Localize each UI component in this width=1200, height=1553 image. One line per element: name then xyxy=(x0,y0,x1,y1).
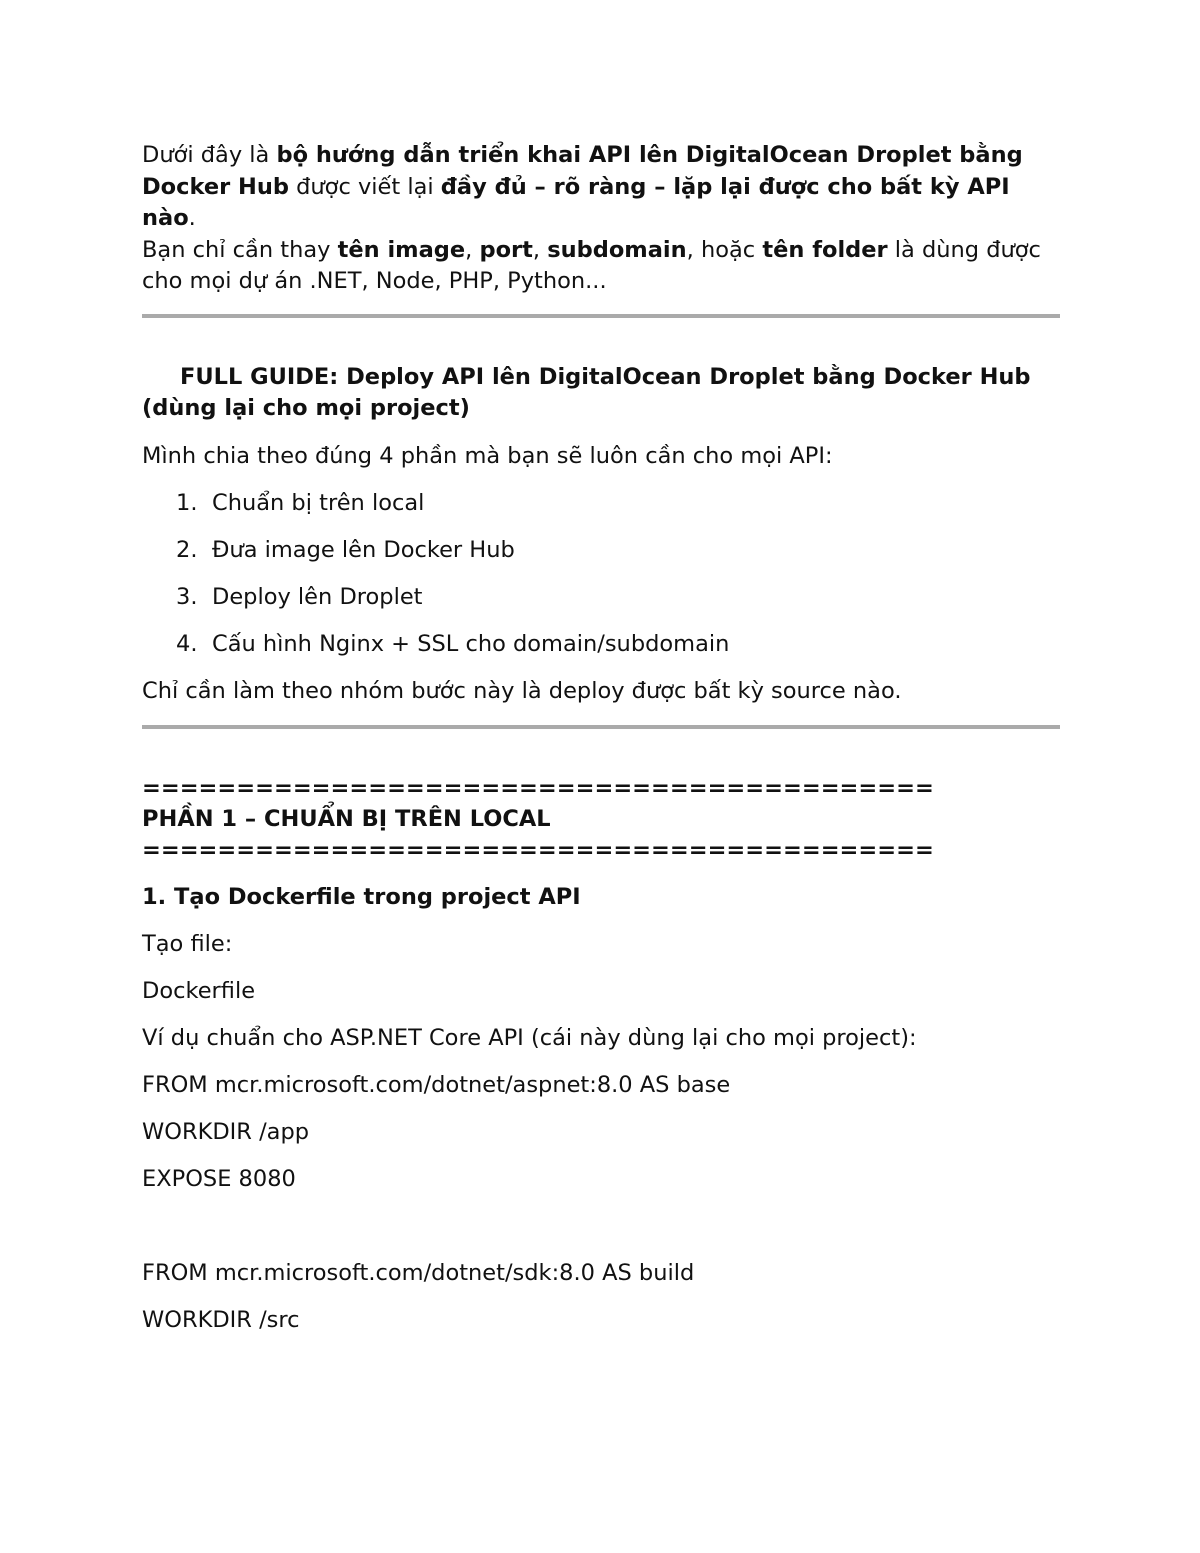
file-name: Dockerfile xyxy=(142,977,256,1004)
create-file-label: Tạo file: xyxy=(142,930,233,957)
intro-paragraph-2: Bạn chỉ cần thay tên image, port, subdomain, hoặc tên folder là dùng được cho mọi dự án .NET, Node, PHP, Python... xyxy=(142,236,1041,294)
guide-title: FULL GUIDE: Deploy API lên DigitalOcean Droplet bằng Docker Hub (dùng lại cho mọi project) xyxy=(142,363,1031,421)
code-line: FROM mcr.microsoft.com/dotnet/sdk:8.0 AS build xyxy=(142,1259,695,1286)
list-item: 4. Cấu hình Nginx + SSL cho domain/subdomain xyxy=(176,630,730,657)
separator-line: ========================================== xyxy=(142,836,934,863)
example-label: Ví dụ chuẩn cho ASP.NET Core API (cái này dùng lại cho mọi project): xyxy=(142,1024,917,1051)
horizontal-divider xyxy=(142,314,1060,318)
list-item: 1. Chuẩn bị trên local xyxy=(176,489,425,516)
section-heading: 1. Tạo Dockerfile trong project API xyxy=(142,883,581,910)
separator-line: ========================================== xyxy=(142,774,934,801)
part1-title: PHẦN 1 – CHUẨN BỊ TRÊN LOCAL xyxy=(142,805,551,832)
steps-list xyxy=(142,488,1060,660)
document-page xyxy=(142,140,1060,1336)
list-item: 2. Đưa image lên Docker Hub xyxy=(176,536,515,563)
blank-line xyxy=(142,1211,1060,1242)
horizontal-divider xyxy=(142,725,1060,729)
code-line: WORKDIR /app xyxy=(142,1118,310,1145)
code-line: WORKDIR /src xyxy=(142,1306,300,1333)
code-line: FROM mcr.microsoft.com/dotnet/aspnet:8.0 AS base xyxy=(142,1071,731,1098)
guide-lead: Mình chia theo đúng 4 phần mà bạn sẽ luôn cần cho mọi API: xyxy=(142,442,833,469)
list-item: 3. Deploy lên Droplet xyxy=(176,583,423,610)
code-line: EXPOSE 8080 xyxy=(142,1165,296,1192)
intro-paragraph-1: Dưới đây là bộ hướng dẫn triển khai API lên DigitalOcean Droplet bằng Docker Hub được viết lại đầy đủ – rõ ràng – lặp lại được cho bất kỳ API nào. xyxy=(142,142,1023,231)
guide-outro: Chỉ cần làm theo nhóm bước này là deploy được bất kỳ source nào. xyxy=(142,677,902,704)
